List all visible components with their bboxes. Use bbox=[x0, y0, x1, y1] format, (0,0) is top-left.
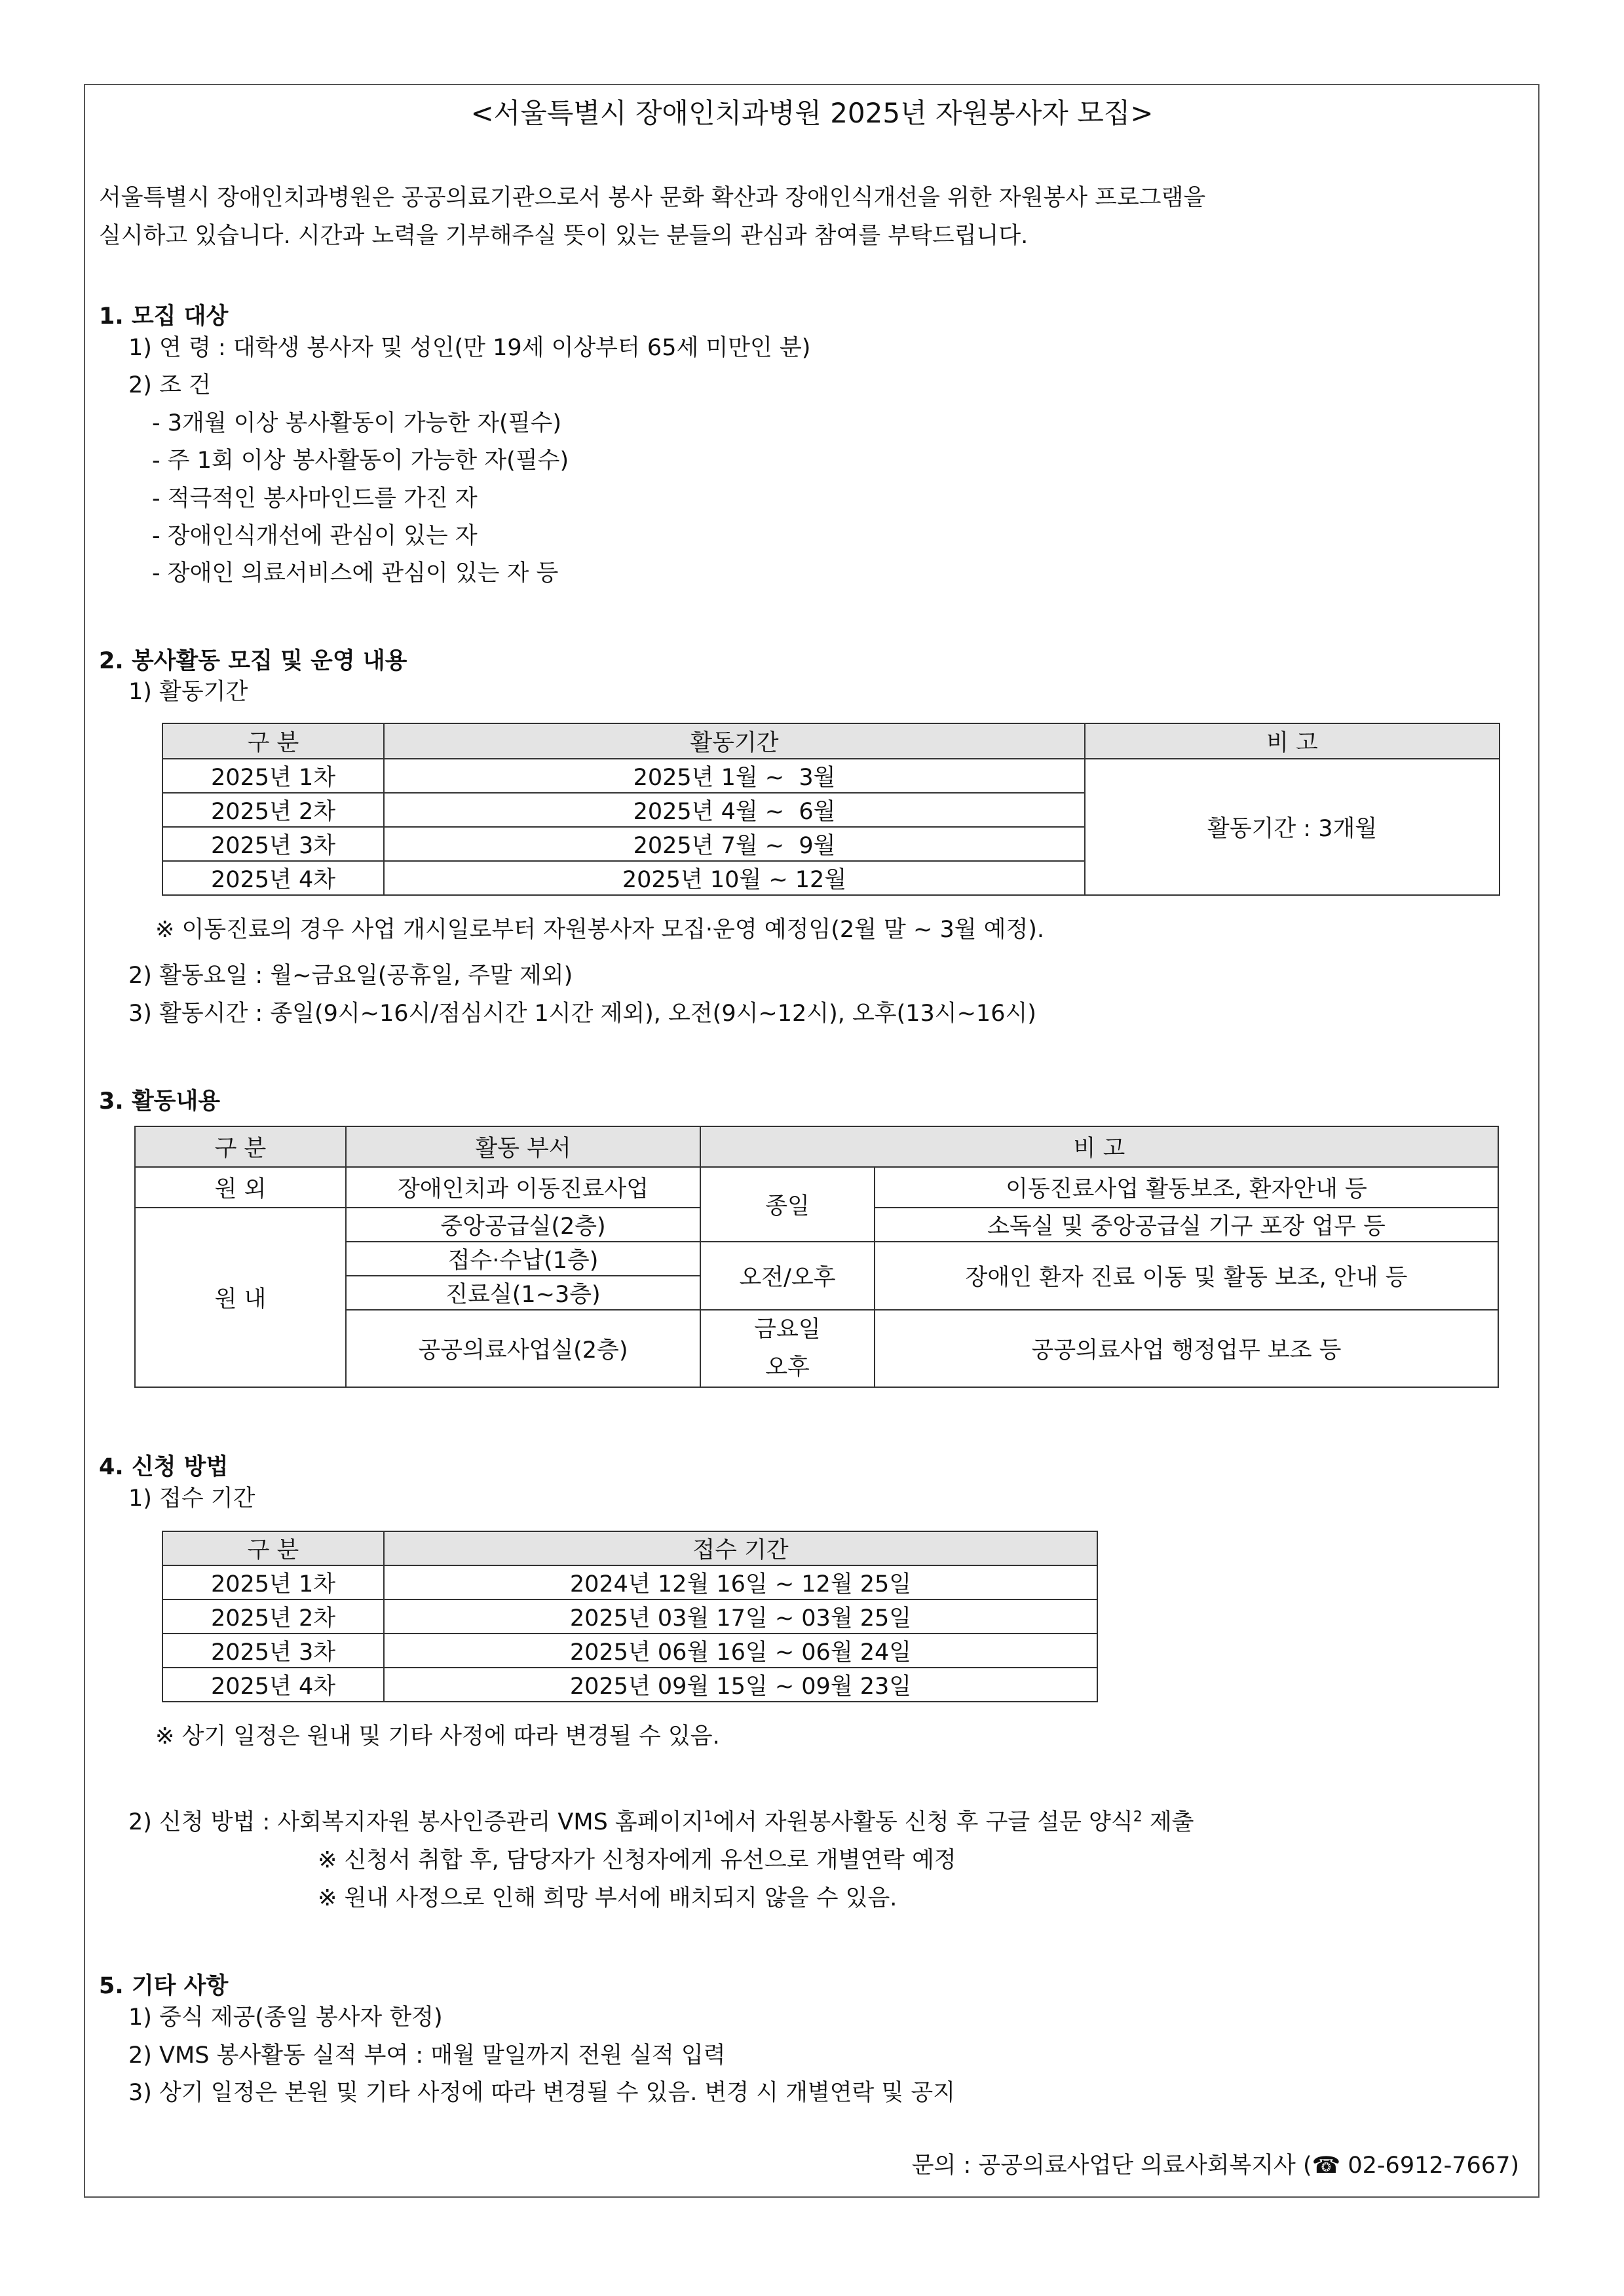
condition-item: - 주 1회 이상 봉사활동이 가능한 자(필수) bbox=[152, 448, 569, 474]
method-note: ※ 신청서 취합 후, 담당자가 신청자에게 유선으로 개별연락 예정 bbox=[318, 1847, 956, 1873]
table-cell: 공공의료사업실(2층) bbox=[346, 1310, 700, 1387]
table-cell: 2025년 2차 bbox=[162, 1599, 384, 1634]
table-cell: 2025년 1월 ~ 3월 bbox=[384, 759, 1085, 793]
method-note: ※ 원내 사정으로 인해 희망 부서에 배치되지 않을 수 있음. bbox=[318, 1885, 897, 1911]
table-cell: 2025년 10월 ~ 12월 bbox=[384, 861, 1085, 895]
table-cell: 2025년 1차 bbox=[162, 759, 384, 793]
section4-heading: 4. 신청 방법 bbox=[99, 1454, 229, 1480]
section1-heading: 1. 모집 대상 bbox=[99, 303, 229, 330]
friday-label: 금요일 bbox=[754, 1316, 821, 1343]
table-cell bbox=[700, 1310, 875, 1387]
method-text-b: 에서 자원봉사활동 신청 후 구글 설문 양식 bbox=[713, 1809, 1133, 1835]
table-cell: 공공의료사업 행정업무 보조 등 bbox=[875, 1310, 1498, 1387]
table-cell: 원 외 bbox=[135, 1167, 346, 1208]
contact-line bbox=[912, 2154, 1519, 2177]
contact-prefix: 문의 : 공공의료사업단 의료사회복지사 ( bbox=[911, 2152, 1312, 2179]
section4-method bbox=[128, 1808, 1194, 1835]
method-text-c: 제출 bbox=[1142, 1809, 1194, 1835]
section3-heading: 3. 활동내용 bbox=[99, 1088, 221, 1115]
condition-item: - 장애인 의료서비스에 관심이 있는 자 등 bbox=[152, 560, 559, 586]
application-period-table bbox=[162, 1531, 1098, 1702]
intro-line-1: 서울특별시 장애인치과병원은 공공의료기관으로서 봉사 문화 확산과 장애인식개선을 위한 자원봉사 프로그램을 bbox=[99, 185, 1206, 211]
contact-number: 02-6912-7667) bbox=[1340, 2152, 1519, 2179]
intro-line-2: 실시하고 있습니다. 시간과 노력을 기부해주실 뜻이 있는 분들의 관심과 참여를 부탁드립니다. bbox=[99, 223, 1029, 249]
section4-sub1: 1) 접수 기간 bbox=[128, 1485, 255, 1512]
phone-icon: ☎ bbox=[1312, 2152, 1341, 2179]
table-cell: 오전/오후 bbox=[700, 1242, 875, 1310]
section5-item: 2) VMS 봉사활동 실적 부여 : 매월 말일까지 전원 실적 입력 bbox=[128, 2042, 726, 2069]
activity-period-table bbox=[162, 723, 1500, 896]
table-cell: 접수·수납(1층) bbox=[346, 1242, 700, 1276]
section2-sub1: 1) 활동기간 bbox=[128, 679, 248, 705]
table-header: 구 분 bbox=[162, 1531, 384, 1565]
table-cell: 2025년 4월 ~ 6월 bbox=[384, 793, 1085, 827]
table-header: 구 분 bbox=[162, 723, 384, 759]
section1-age: 1) 연 령 : 대학생 봉사자 및 성인(만 19세 이상부터 65세 미만인 분) bbox=[128, 335, 811, 361]
section4-note: ※ 상기 일정은 원내 및 기타 사정에 따라 변경될 수 있음. bbox=[155, 1723, 720, 1750]
table-cell: 장애인 환자 진료 이동 및 활동 보조, 안내 등 bbox=[875, 1242, 1498, 1310]
table-cell: 2025년 2차 bbox=[162, 793, 384, 827]
table-header: 활동 부서 bbox=[346, 1126, 700, 1167]
condition-item: - 적극적인 봉사마인드를 가진 자 bbox=[152, 486, 478, 512]
section2-heading: 2. 봉사활동 모집 및 운영 내용 bbox=[99, 648, 407, 674]
footnote-1: 1 bbox=[704, 1808, 713, 1826]
condition-item: - 장애인식개선에 관심이 있는 자 bbox=[152, 523, 478, 549]
table-cell: 2025년 3차 bbox=[162, 827, 384, 861]
table-cell: 2025년 03월 17일 ~ 03월 25일 bbox=[384, 1599, 1097, 1634]
table-cell: 종일 bbox=[700, 1167, 875, 1242]
table-cell: 소독실 및 중앙공급실 기구 포장 업무 등 bbox=[875, 1208, 1498, 1242]
table-header: 비 고 bbox=[1085, 723, 1500, 759]
table-cell: 2025년 09월 15일 ~ 09월 23일 bbox=[384, 1668, 1097, 1702]
activity-content-table bbox=[134, 1126, 1499, 1388]
table-cell: 장애인치과 이동진료사업 bbox=[346, 1167, 700, 1208]
footnote-2: 2 bbox=[1133, 1808, 1142, 1826]
table-cell: 진료실(1~3층) bbox=[346, 1276, 700, 1310]
section5-heading: 5. 기타 사항 bbox=[99, 1973, 229, 1999]
condition-item: - 3개월 이상 봉사활동이 가능한 자(필수) bbox=[152, 410, 561, 436]
table-cell: 이동진료사업 활동보조, 환자안내 등 bbox=[875, 1167, 1498, 1208]
section5-item: 3) 상기 일정은 본원 및 기타 사정에 따라 변경될 수 있음. 변경 시 개별연락 및 공지 bbox=[128, 2080, 956, 2106]
method-text-a: 2) 신청 방법 : 사회복지자원 봉사인증관리 VMS 홈페이지 bbox=[128, 1809, 704, 1835]
table-header: 구 분 bbox=[135, 1126, 346, 1167]
table-cell: 원 내 bbox=[135, 1208, 346, 1387]
section2-days: 2) 활동요일 : 월~금요일(공휴일, 주말 제외) bbox=[128, 963, 573, 989]
section1-cond-label: 2) 조 건 bbox=[128, 372, 211, 398]
table-cell: 2025년 3차 bbox=[162, 1634, 384, 1668]
table-cell: 2025년 1차 bbox=[162, 1565, 384, 1599]
table-cell: 2025년 4차 bbox=[162, 1668, 384, 1702]
page-title: <서울특별시 장애인치과병원 2025년 자원봉사자 모집> bbox=[470, 97, 1154, 129]
table-cell-note: 활동기간 : 3개월 bbox=[1085, 759, 1500, 895]
table-header: 접수 기간 bbox=[384, 1531, 1097, 1565]
table-cell: 2024년 12월 16일 ~ 12월 25일 bbox=[384, 1565, 1097, 1599]
table-cell: 중앙공급실(2층) bbox=[346, 1208, 700, 1242]
table-cell: 2025년 7월 ~ 9월 bbox=[384, 827, 1085, 861]
table-cell: 2025년 06월 16일 ~ 06월 24일 bbox=[384, 1634, 1097, 1668]
section2-hours: 3) 활동시간 : 종일(9시~16시/점심시간 1시간 제외), 오전(9시~12시), 오후(13시~16시) bbox=[128, 1001, 1036, 1027]
table-cell: 2025년 4차 bbox=[162, 861, 384, 895]
section2-note: ※ 이동진료의 경우 사업 개시일로부터 자원봉사자 모집·운영 예정임(2월 말 ~ 3월 예정). bbox=[155, 917, 1045, 943]
table-header: 비 고 bbox=[700, 1126, 1498, 1167]
section5-item: 1) 중식 제공(종일 봉사자 한정) bbox=[128, 2004, 443, 2031]
table-header: 활동기간 bbox=[384, 723, 1085, 759]
afternoon-label: 오후 bbox=[765, 1354, 810, 1381]
